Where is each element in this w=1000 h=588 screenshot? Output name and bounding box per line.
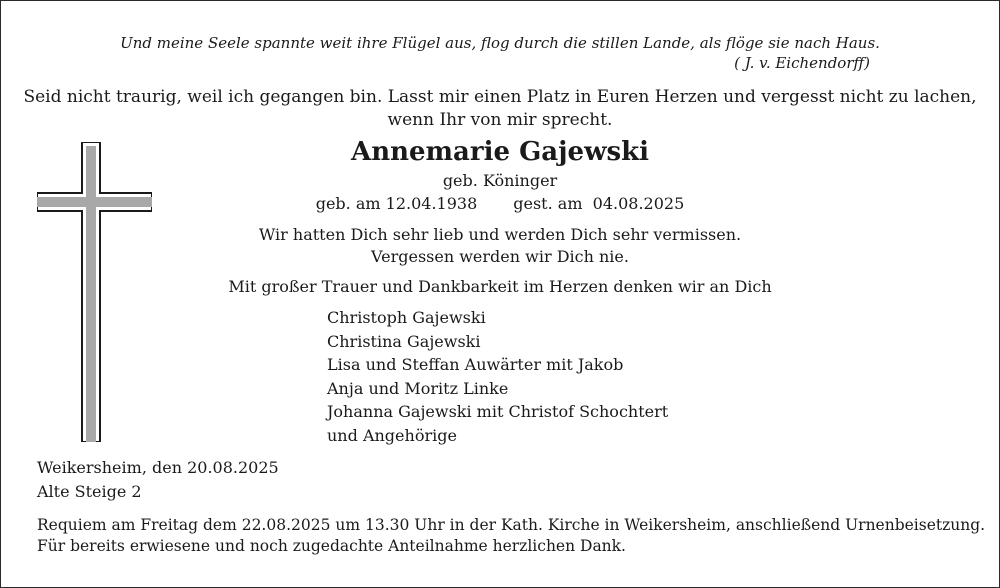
intro-line-1: Seid nicht traurig, weil ich gegangen bin. Lasst mir einen Platz in Euren Herzen und vergesst nicht zu lachen,	[23, 87, 977, 107]
footer-text	[37, 515, 985, 557]
address: Alte Steige 2	[37, 482, 142, 501]
birth-date: geb. am 12.04.1938	[315, 194, 478, 213]
list-item: Johanna Gajewski mit Christof Schochtert	[327, 402, 669, 422]
thanks-line: Für bereits erwiesene und noch zugedachte Anteilnahme herzlichen Dank.	[37, 537, 626, 555]
life-dates	[0, 194, 1000, 214]
birth-name: geb. Köninger	[442, 171, 558, 190]
list-item: und Angehörige	[327, 425, 457, 445]
deceased-name: Annemarie Gajewski	[351, 137, 649, 167]
mourners-list	[327, 306, 668, 448]
remembrance-line-1: Wir hatten Dich sehr lieb und werden Dich sehr vermissen.	[258, 225, 742, 244]
death-date: gest. am 04.08.2025	[513, 194, 685, 213]
remembrance-line-2: Vergessen werden wir Dich nie.	[371, 247, 629, 266]
list-item: Lisa und Steffan Auwärter mit Jakob	[327, 355, 624, 375]
place-date: Weikersheim, den 20.08.2025	[37, 458, 279, 477]
list-item: Christina Gajewski	[327, 331, 481, 351]
service-info: Requiem am Freitag dem 22.08.2025 um 13.30 Uhr in der Kath. Kirche in Weikersheim, anschließend Urnenbeisetzung.	[37, 516, 986, 534]
intro-line-2: wenn Ihr von mir sprecht.	[387, 110, 613, 130]
quote-text: Und meine Seele spannte weit ihre Flügel aus, flog durch die stillen Lande, als flöge sie nach Haus.	[120, 34, 880, 52]
quote-source: ( J. v. Eichendorff)	[734, 54, 870, 72]
list-item: Christoph Gajewski	[327, 308, 486, 327]
mourning-line: Mit großer Trauer und Dankbarkeit im Herzen denken wir an Dich	[228, 277, 772, 296]
list-item: Anja und Moritz Linke	[327, 378, 509, 398]
intro-text	[0, 86, 1000, 132]
remembrance-text	[0, 224, 1000, 268]
place-and-address	[37, 456, 279, 504]
